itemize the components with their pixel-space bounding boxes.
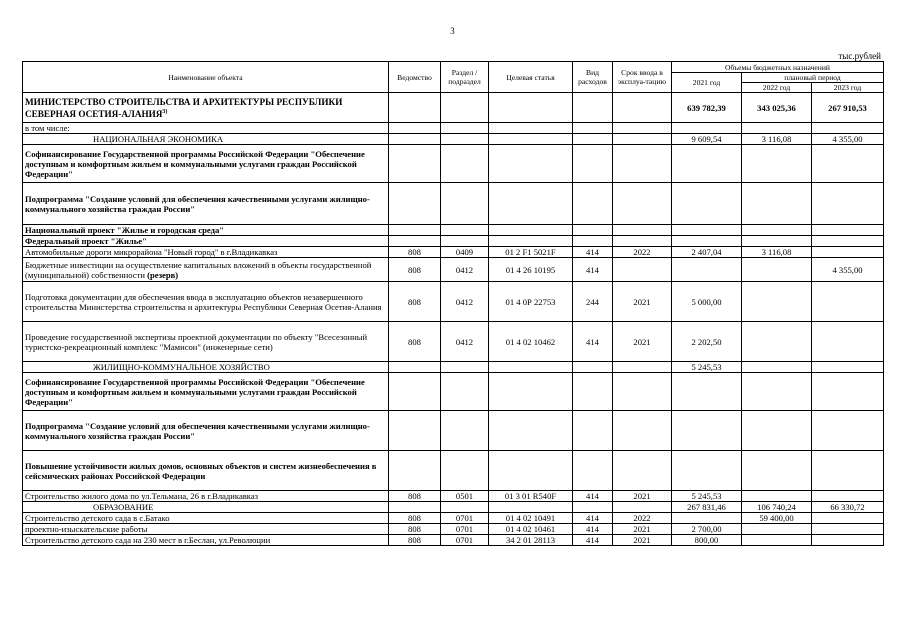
empty-cell xyxy=(573,134,613,145)
empty-cell xyxy=(389,362,441,373)
cell-commission: 2022 xyxy=(613,247,672,258)
empty-cell xyxy=(672,411,742,451)
cell-commission: 2021 xyxy=(613,282,672,322)
object-name xyxy=(23,282,389,322)
cell-2021: 5 000,00 xyxy=(672,282,742,322)
cell-dept: 808 xyxy=(389,524,441,535)
cell-dept: 808 xyxy=(389,247,441,258)
program-row xyxy=(23,236,884,247)
cell-article: 01 4 02 10491 xyxy=(489,513,573,524)
empty-cell xyxy=(389,502,441,513)
cell-2022: 3 116,08 xyxy=(742,134,812,145)
cell-2022 xyxy=(742,491,812,502)
empty-cell xyxy=(672,145,742,183)
object-name-text: Строительство детского сада на 230 мест в г.Беслан, ул.Революции xyxy=(25,535,271,545)
empty-cell xyxy=(489,502,573,513)
units-label: тыс.рублей xyxy=(838,51,881,61)
cell-2023 xyxy=(812,322,884,362)
including-row xyxy=(23,123,884,134)
cell-article: 01 4 02 10462 xyxy=(489,322,573,362)
cell-2023: 4 355,00 xyxy=(812,258,884,282)
cell-2021: 800,00 xyxy=(672,535,742,546)
table-row xyxy=(23,535,884,546)
table-row xyxy=(23,513,884,524)
empty-cell xyxy=(613,502,672,513)
object-name-text: Бюджетные инвестиции на осуществление капитальных вложений в объекты государственной (муниципальной) собственности xyxy=(25,259,372,280)
program-row xyxy=(23,145,884,183)
empty-cell xyxy=(441,183,489,225)
empty-cell xyxy=(573,183,613,225)
budget-table xyxy=(22,61,884,546)
empty-cell xyxy=(812,373,884,411)
empty-cell xyxy=(389,373,441,411)
empty-cell xyxy=(672,373,742,411)
empty-cell xyxy=(573,502,613,513)
cell-article: 01 4 26 10195 xyxy=(489,258,573,282)
ministry-2022: 343 025,36 xyxy=(742,93,812,123)
object-name xyxy=(23,491,389,502)
empty-cell xyxy=(613,134,672,145)
empty-cell xyxy=(573,362,613,373)
cell-expense-type: 414 xyxy=(573,247,613,258)
ministry-row xyxy=(23,93,884,123)
empty-cell xyxy=(441,134,489,145)
cell-2022: 59 400,00 xyxy=(742,513,812,524)
cell-dept: 808 xyxy=(389,491,441,502)
empty-cell xyxy=(672,236,742,247)
ministry-name: МИНИСТЕРСТВО СТРОИТЕЛЬСТВА И АРХИТЕКТУРЫ РЕСПУБЛИКИ СЕВЕРНАЯ ОСЕТИЯ-АЛАНИЯ$^{3)}$ xyxy=(23,93,389,123)
object-name-text: Проведение государственной экспертизы проектной документации по объекту "Всесезонный туристско-рекреационный комплекс "Мамисон" (инженерные сети) xyxy=(25,331,368,352)
program-name: Федеральный проект "Жилье" xyxy=(23,236,389,247)
ministry-2023: 267 910,53 xyxy=(812,93,884,123)
empty-cell xyxy=(742,373,812,411)
cell-2022: 106 740,24 xyxy=(742,502,812,513)
empty-cell xyxy=(489,373,573,411)
object-name-text: проектно-изыскательские работы xyxy=(25,524,148,534)
cell-article: 01 4 0Р 22753 xyxy=(489,282,573,322)
empty-cell xyxy=(742,451,812,491)
cell-2021 xyxy=(672,258,742,282)
cell-expense-type: 414 xyxy=(573,513,613,524)
cell-dept: 808 xyxy=(389,282,441,322)
ministry-2021: 639 782,39 xyxy=(672,93,742,123)
program-row xyxy=(23,451,884,491)
empty-cell xyxy=(389,183,441,225)
header-section: Раздел / подраздел xyxy=(441,62,489,93)
empty-cell xyxy=(742,411,812,451)
cell-2023 xyxy=(812,513,884,524)
cell-2023 xyxy=(812,491,884,502)
empty-cell xyxy=(812,145,884,183)
empty-cell xyxy=(812,411,884,451)
empty-cell xyxy=(489,362,573,373)
cell-2023 xyxy=(812,524,884,535)
header-commission: Срок ввода в эксплуа-тацию xyxy=(613,62,672,93)
cell-2021: 2 407,04 xyxy=(672,247,742,258)
cell-dept: 808 xyxy=(389,513,441,524)
cell-section: 0412 xyxy=(441,282,489,322)
program-name: Подпрограмма "Создание условий для обеспечения качественными услугами жилищно-коммунального хозяйства граждан России" xyxy=(23,411,389,451)
table-row xyxy=(23,322,884,362)
cell-2021: 5 245,53 xyxy=(672,491,742,502)
program-name: Повышение устойчивости жилых домов, основных объектов и систем жизнеобеспечения в сейсмических районах Российской Федерации xyxy=(23,451,389,491)
empty-cell xyxy=(812,451,884,491)
cell-article: 01 2 F1 5021F xyxy=(489,247,573,258)
empty-cell xyxy=(489,183,573,225)
empty-cell xyxy=(613,236,672,247)
cell-2023 xyxy=(812,535,884,546)
empty-cell xyxy=(441,373,489,411)
cell-article: 01 4 02 10461 xyxy=(489,524,573,535)
empty-cell xyxy=(489,451,573,491)
section-name: НАЦИОНАЛЬНАЯ ЭКОНОМИКА xyxy=(23,134,389,145)
cell-section: 0412 xyxy=(441,258,489,282)
cell-2021: 267 831,46 xyxy=(672,502,742,513)
section-row xyxy=(23,362,884,373)
cell-section: 0409 xyxy=(441,247,489,258)
object-name-text: Строительство детского сада в с.Батако xyxy=(25,513,170,523)
cell-2022 xyxy=(742,535,812,546)
cell-commission: 2021 xyxy=(613,524,672,535)
empty-cell xyxy=(613,411,672,451)
header-2021: 2021 год xyxy=(672,73,742,93)
empty-cell xyxy=(441,236,489,247)
cell-2023: 66 330,72 xyxy=(812,502,884,513)
cell-expense-type: 414 xyxy=(573,535,613,546)
section-name: ЖИЛИЩНО-КОММУНАЛЬНОЕ ХОЗЯЙСТВО xyxy=(23,362,389,373)
empty-cell xyxy=(573,225,613,236)
page-number: 3 xyxy=(450,26,455,36)
cell-expense-type: 244 xyxy=(573,282,613,322)
cell-commission: 2021 xyxy=(613,535,672,546)
cell-2021: 9 609,54 xyxy=(672,134,742,145)
cell-2022: 3 116,08 xyxy=(742,247,812,258)
empty-cell xyxy=(389,134,441,145)
object-name xyxy=(23,524,389,535)
empty-cell xyxy=(389,145,441,183)
object-name xyxy=(23,535,389,546)
table-row xyxy=(23,524,884,535)
empty-cell xyxy=(742,145,812,183)
empty-cell xyxy=(441,225,489,236)
program-row xyxy=(23,411,884,451)
empty-cell xyxy=(672,183,742,225)
cell-section: 0701 xyxy=(441,513,489,524)
empty-cell xyxy=(812,183,884,225)
empty-cell xyxy=(812,236,884,247)
empty-cell xyxy=(573,145,613,183)
empty-cell xyxy=(489,225,573,236)
cell-2021: 2 202,50 xyxy=(672,322,742,362)
section-name: ОБРАЗОВАНИЕ xyxy=(23,502,389,513)
empty-cell xyxy=(573,411,613,451)
empty-cell xyxy=(613,362,672,373)
cell-2021 xyxy=(672,513,742,524)
empty-cell xyxy=(742,236,812,247)
table-row xyxy=(23,258,884,282)
header-volumes: Объемы бюджетных назначений xyxy=(672,62,884,73)
empty-cell xyxy=(441,502,489,513)
cell-expense-type: 414 xyxy=(573,491,613,502)
empty-cell xyxy=(672,225,742,236)
empty-cell xyxy=(489,134,573,145)
empty-cell xyxy=(441,451,489,491)
empty-cell xyxy=(742,183,812,225)
empty-cell xyxy=(389,225,441,236)
cell-section: 0412 xyxy=(441,322,489,362)
empty-cell xyxy=(441,411,489,451)
empty-cell xyxy=(389,411,441,451)
program-row xyxy=(23,373,884,411)
empty-cell xyxy=(573,373,613,411)
cell-2022 xyxy=(742,362,812,373)
object-name-note: (резерв) xyxy=(147,269,179,280)
cell-section: 0701 xyxy=(441,535,489,546)
header-article: Целевая статья xyxy=(489,62,573,93)
empty-cell xyxy=(613,451,672,491)
object-name-text: Автомобильные дороги микрорайона "Новый город" в г.Владикавказ xyxy=(25,247,278,257)
empty-cell xyxy=(672,451,742,491)
header-expense-type: Вид расходов xyxy=(573,62,613,93)
cell-2021: 2 700,00 xyxy=(672,524,742,535)
cell-2022 xyxy=(742,282,812,322)
empty-cell xyxy=(742,225,812,236)
empty-cell xyxy=(489,145,573,183)
empty-cell xyxy=(573,236,613,247)
empty-cell xyxy=(389,451,441,491)
cell-commission: 2021 xyxy=(613,491,672,502)
cell-dept: 808 xyxy=(389,535,441,546)
empty-cell xyxy=(613,373,672,411)
empty-cell xyxy=(613,183,672,225)
program-row xyxy=(23,183,884,225)
empty-cell xyxy=(812,225,884,236)
cell-2021: 5 245,53 xyxy=(672,362,742,373)
header-2022: 2022 год xyxy=(742,83,812,93)
program-name: Софинансирование Государственной программы Российской Федерации "Обеспечение доступным и комфортным жильем и коммунальными услугами граждан Российской Федерации" xyxy=(23,145,389,183)
cell-expense-type: 414 xyxy=(573,322,613,362)
cell-section: 0701 xyxy=(441,524,489,535)
including-label: в том числе: xyxy=(23,123,389,134)
object-name xyxy=(23,322,389,362)
empty-cell xyxy=(573,451,613,491)
cell-commission: 2022 xyxy=(613,513,672,524)
header-2023: 2023 год xyxy=(812,83,884,93)
cell-article: 01 3 01 R540F xyxy=(489,491,573,502)
cell-2023 xyxy=(812,282,884,322)
cell-article: 34 2 01 28113 xyxy=(489,535,573,546)
section-row xyxy=(23,502,884,513)
empty-cell xyxy=(489,236,573,247)
empty-cell xyxy=(613,225,672,236)
empty-cell xyxy=(389,236,441,247)
cell-dept: 808 xyxy=(389,322,441,362)
header-name: Наименование объекта xyxy=(23,62,389,93)
header-dept: Ведомство xyxy=(389,62,441,93)
cell-2023 xyxy=(812,247,884,258)
table-row xyxy=(23,491,884,502)
cell-commission xyxy=(613,258,672,282)
program-row xyxy=(23,225,884,236)
object-name xyxy=(23,247,389,258)
program-name: Подпрограмма "Создание условий для обеспечения качественными услугами жилищно-коммунального хозяйства граждан России" xyxy=(23,183,389,225)
cell-commission: 2021 xyxy=(613,322,672,362)
table-row xyxy=(23,247,884,258)
cell-2023: 4 355,00 xyxy=(812,134,884,145)
section-row xyxy=(23,134,884,145)
object-name-text: Строительство жилого дома по ул.Тельмана, 26 в г.Владикавказ xyxy=(25,491,259,501)
cell-2022 xyxy=(742,258,812,282)
cell-2022 xyxy=(742,322,812,362)
object-name-text: Подготовка документации для обеспечения ввода в эксплуатацию объектов незавершенного строительства Министерства строительства и архитектуры Республики Северная Осетия-Алания xyxy=(25,291,382,312)
object-name xyxy=(23,258,389,282)
cell-expense-type: 414 xyxy=(573,258,613,282)
program-name: Софинансирование Государственной программы Российской Федерации "Обеспечение доступным и комфортным жильем и коммунальными услугами граждан Российской Федерации" xyxy=(23,373,389,411)
empty-cell xyxy=(441,362,489,373)
object-name xyxy=(23,513,389,524)
cell-section: 0501 xyxy=(441,491,489,502)
cell-2022 xyxy=(742,524,812,535)
table-row xyxy=(23,282,884,322)
program-name: Национальный проект "Жилье и городская среда" xyxy=(23,225,389,236)
empty-cell xyxy=(441,145,489,183)
empty-cell xyxy=(613,145,672,183)
empty-cell xyxy=(489,411,573,451)
cell-expense-type: 414 xyxy=(573,524,613,535)
cell-dept: 808 xyxy=(389,258,441,282)
cell-2023 xyxy=(812,362,884,373)
header-planned: плановый период xyxy=(742,73,884,83)
